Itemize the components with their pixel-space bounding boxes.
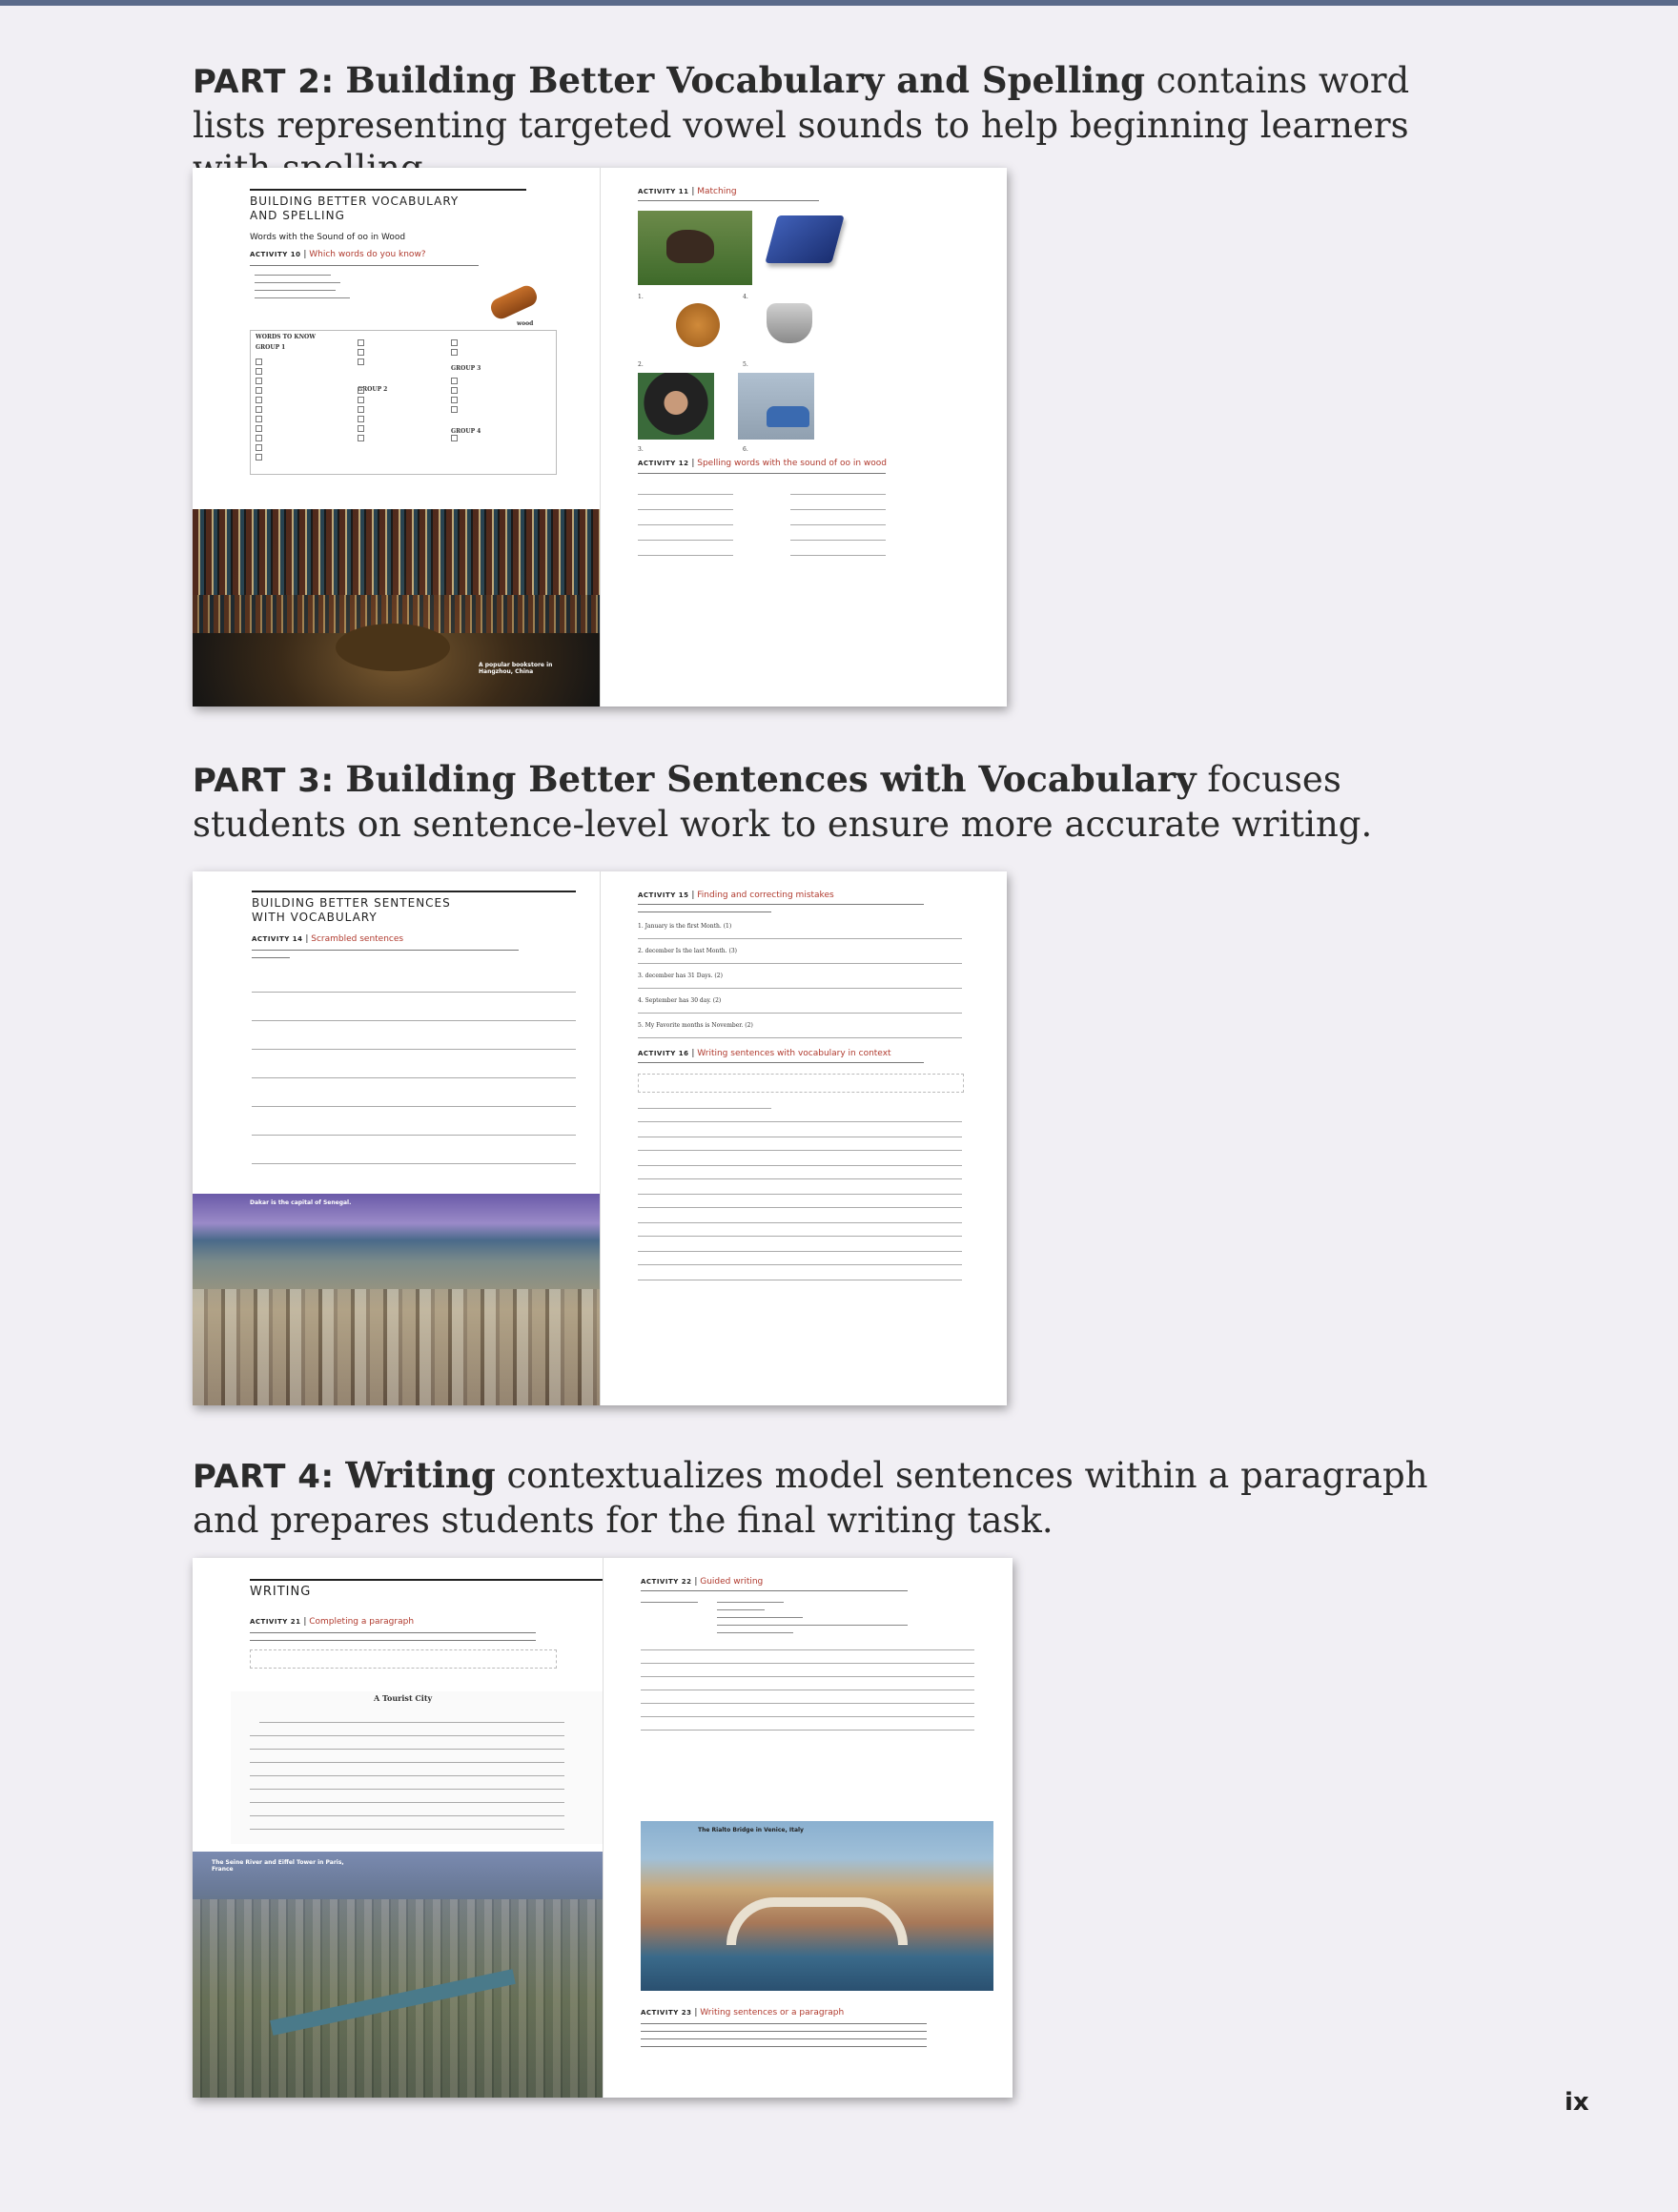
text-line [250, 265, 479, 266]
dakar-photo [193, 1194, 600, 1405]
text-line [252, 957, 290, 958]
text-line [641, 1602, 698, 1603]
page-number: ix [1565, 2088, 1589, 2117]
answer-line [638, 963, 962, 964]
text-line [717, 1617, 803, 1618]
answer-line [638, 1121, 962, 1122]
blank-line [790, 540, 886, 541]
paragraph-box [231, 1691, 603, 1844]
activity-label: ACTIVITY 15 [638, 891, 689, 899]
group-2-label: GROUP 2 [358, 386, 388, 393]
part-3-description: focuses students on sentence-level work to ensure more accurate writing. [193, 759, 1373, 845]
activity-title: Matching [697, 187, 737, 196]
paragraph-line [250, 1762, 564, 1763]
paragraph-title: A Tourist City [374, 1693, 433, 1703]
blank-line [638, 555, 733, 556]
group-1-checkboxes [256, 358, 265, 462]
paragraph-line [250, 1802, 564, 1803]
paragraph-line [250, 1829, 564, 1830]
cookie-photo [676, 303, 720, 347]
blank-line [790, 494, 886, 495]
answer-line [638, 1222, 962, 1223]
group-3-label: GROUP 3 [451, 365, 481, 372]
match-number-1: 1. [638, 294, 644, 300]
answer-line [638, 1207, 962, 1208]
writing-line [641, 1649, 974, 1650]
spread2-title-line2: WITH VOCABULARY [252, 911, 378, 924]
answer-line [252, 992, 576, 993]
top-edge [0, 0, 1678, 6]
text-line [717, 1632, 793, 1633]
activity-title: Spelling words with the sound of oo in wood [697, 459, 887, 468]
answer-line [638, 1264, 962, 1265]
part-4-description: contextualizes model sentences within a paragraph and prepares students for the final writing task. [193, 1455, 1428, 1541]
match-number-3: 3. [638, 446, 644, 453]
text-line [250, 1640, 536, 1641]
spread2-activity-16: ACTIVITY 16 | Writing sentences with vocabulary in context [638, 1049, 891, 1058]
paragraph-line [250, 1789, 564, 1790]
sentence-3: 3. december has 31 Days. (2) [638, 973, 723, 979]
car-push-photo [738, 373, 814, 440]
text-line [255, 282, 340, 283]
answer-line [252, 1049, 576, 1050]
spread3-left-page [193, 1558, 604, 2098]
text-line [717, 1609, 765, 1610]
part-2-description: contains word lists representing targeted vowel sounds to help beginning learners [193, 60, 1410, 146]
woman-photo [638, 373, 714, 440]
venice-caption: The Rialto Bridge in Venice, Italy [698, 1827, 804, 1833]
part-2-label: PART 2: [193, 63, 335, 101]
activity-label: ACTIVITY 23 [641, 2009, 692, 2017]
spread-sentences [193, 871, 1007, 1405]
bookshelves [193, 509, 600, 595]
spread3-activity-23: ACTIVITY 23 | Writing sentences or a paragraph [641, 2008, 845, 2017]
part-4-title: Writing [345, 1454, 496, 1496]
spread2-right-page [600, 871, 1007, 1405]
book-photo [765, 215, 844, 263]
activity-title: Scrambled sentences [311, 934, 404, 944]
words-to-know-box [250, 330, 557, 475]
text-line [255, 290, 336, 291]
answer-line [638, 1251, 962, 1252]
answer-line [252, 1077, 576, 1078]
spread1-activity-10: ACTIVITY 10 | Which words do you know? [250, 250, 426, 259]
blank-line [790, 555, 886, 556]
spread3-section-title: WRITING [250, 1579, 603, 1599]
text-line [717, 1625, 908, 1626]
spread1-title-line1: BUILDING BETTER VOCABULARY [250, 195, 460, 208]
writing-line [641, 1730, 974, 1731]
group-1-label: GROUP 1 [256, 344, 286, 351]
text-line [255, 297, 350, 298]
round-table [336, 624, 450, 671]
answer-line [252, 1020, 576, 1021]
spread3-activity-21: ACTIVITY 21 | Completing a paragraph [250, 1617, 415, 1627]
group-3-checkboxes [451, 338, 460, 443]
answer-line [638, 1194, 962, 1195]
city-buildings [193, 1289, 600, 1405]
sentence-2: 2. december Is the last Month. (3) [638, 948, 737, 954]
answer-line [252, 1163, 576, 1164]
activity-title: Finding and correcting mistakes [697, 891, 834, 900]
paragraph-line [250, 1735, 564, 1736]
paragraph-line [250, 1749, 564, 1750]
paragraph-line [250, 1815, 564, 1816]
spread1-activity-12: ACTIVITY 12 | Spelling words with the sound of oo in wood [638, 459, 887, 468]
text-line [641, 2046, 927, 2047]
word-box [638, 1074, 964, 1093]
blank-line [638, 524, 733, 525]
match-number-4: 4. [743, 294, 748, 300]
text-line [717, 1602, 784, 1603]
part-4-heading [193, 1454, 1451, 1542]
blank-line [790, 509, 886, 510]
match-number-2: 2. [638, 361, 644, 368]
sentence-1: 1. January is the first Month. (1) [638, 923, 732, 930]
sentence-4: 4. September has 30 day. (2) [638, 997, 722, 1004]
answer-line [252, 1106, 576, 1107]
part-2-title: Building Better Vocabulary and Spelling [345, 59, 1145, 101]
text-line [250, 1632, 536, 1633]
answer-line [252, 1135, 576, 1136]
spread1-subtitle: Words with the Sound of oo in Wood [250, 233, 406, 242]
bookstore-caption: A popular bookstore in Hangzhou, China [479, 662, 553, 675]
match-number-5: 5. [743, 361, 748, 368]
word-wood: wood [517, 320, 534, 327]
spread2-title-line1: BUILDING BETTER SENTENCES [252, 896, 451, 910]
bookstore-photo [193, 509, 600, 707]
activity-title: Writing sentences with vocabulary in context [697, 1049, 891, 1058]
spread1-activity-11: ACTIVITY 11 | Matching [638, 187, 737, 196]
spread-writing [193, 1558, 1013, 2098]
text-line [641, 2023, 927, 2024]
venice-photo [641, 1821, 993, 1991]
answer-line [638, 1178, 962, 1179]
activity-label: ACTIVITY 21 [250, 1618, 301, 1626]
answer-line [638, 1013, 962, 1014]
text-line [641, 2038, 927, 2039]
activity-label: ACTIVITY 22 [641, 1578, 692, 1586]
activity-title: Which words do you know? [309, 250, 426, 259]
answer-line [638, 988, 962, 989]
word-box [250, 1649, 557, 1669]
activity-title: Guided writing [700, 1577, 764, 1587]
group-2-checkboxes [358, 338, 367, 443]
words-to-know-title: WORDS TO KNOW [256, 334, 317, 340]
text-line [641, 2031, 927, 2032]
paragraph-line [250, 1775, 564, 1776]
text-line [638, 473, 886, 474]
answer-line [638, 938, 962, 939]
writing-line [641, 1716, 974, 1717]
writing-line [641, 1663, 974, 1664]
rialto-bridge [726, 1897, 908, 1945]
bowl-photo [767, 303, 812, 343]
spread-vocabulary [193, 168, 1007, 707]
writing-line [641, 1703, 974, 1704]
sentence-5: 5. My Favorite months is November. (2) [638, 1022, 753, 1029]
activity-label: ACTIVITY 14 [252, 935, 303, 943]
text-line [638, 200, 819, 201]
bison-photo [638, 211, 752, 285]
activity-label: ACTIVITY 12 [638, 460, 689, 467]
text-line [255, 275, 331, 276]
match-number-6: 6. [743, 446, 748, 453]
activity-label: ACTIVITY 16 [638, 1050, 689, 1057]
paragraph-line [259, 1722, 564, 1723]
answer-line [638, 1108, 771, 1109]
activity-title: Writing sentences or a paragraph [700, 2008, 845, 2017]
part-3-label: PART 3: [193, 762, 335, 800]
part-3-title: Building Better Sentences with Vocabulary [345, 758, 1197, 800]
text-line [252, 950, 519, 951]
spread1-title-line2: AND SPELLING [250, 209, 345, 222]
text-line [638, 1062, 924, 1063]
spread1-left-page [193, 168, 601, 707]
group-4-label: GROUP 4 [451, 428, 481, 435]
writing-line [641, 1676, 974, 1677]
answer-line [638, 1037, 962, 1038]
part-3-heading [193, 758, 1451, 846]
blank-line [638, 494, 733, 495]
answer-line [638, 1150, 962, 1151]
spread2-activity-15: ACTIVITY 15 | Finding and correcting mistakes [638, 891, 834, 900]
spread1-section-title [250, 189, 526, 223]
activity-label: ACTIVITY 11 [638, 188, 689, 195]
part-4-label: PART 4: [193, 1458, 335, 1496]
blank-line [638, 540, 733, 541]
answer-line [638, 1236, 962, 1237]
wood-log-image [488, 282, 541, 321]
text-line [641, 1590, 908, 1591]
spread3-right-page [603, 1558, 1013, 2098]
blank-line [638, 509, 733, 510]
paris-caption: The Seine River and Eiffel Tower in Paris, France [212, 1859, 344, 1873]
spread3-activity-22: ACTIVITY 22 | Guided writing [641, 1577, 764, 1587]
blank-line [790, 524, 886, 525]
activity-label: ACTIVITY 10 [250, 251, 301, 258]
paris-photo [193, 1852, 603, 2098]
spread2-section-title [252, 891, 576, 925]
spread2-left-page [193, 871, 601, 1405]
activity-title: Completing a paragraph [309, 1617, 415, 1627]
text-line [638, 904, 924, 905]
answer-line [638, 1165, 962, 1166]
dakar-caption: Dakar is the capital of Senegal. [250, 1199, 352, 1206]
spread1-right-page [600, 168, 1007, 707]
text-line [638, 911, 771, 912]
spread2-activity-14: ACTIVITY 14 | Scrambled sentences [252, 934, 404, 944]
